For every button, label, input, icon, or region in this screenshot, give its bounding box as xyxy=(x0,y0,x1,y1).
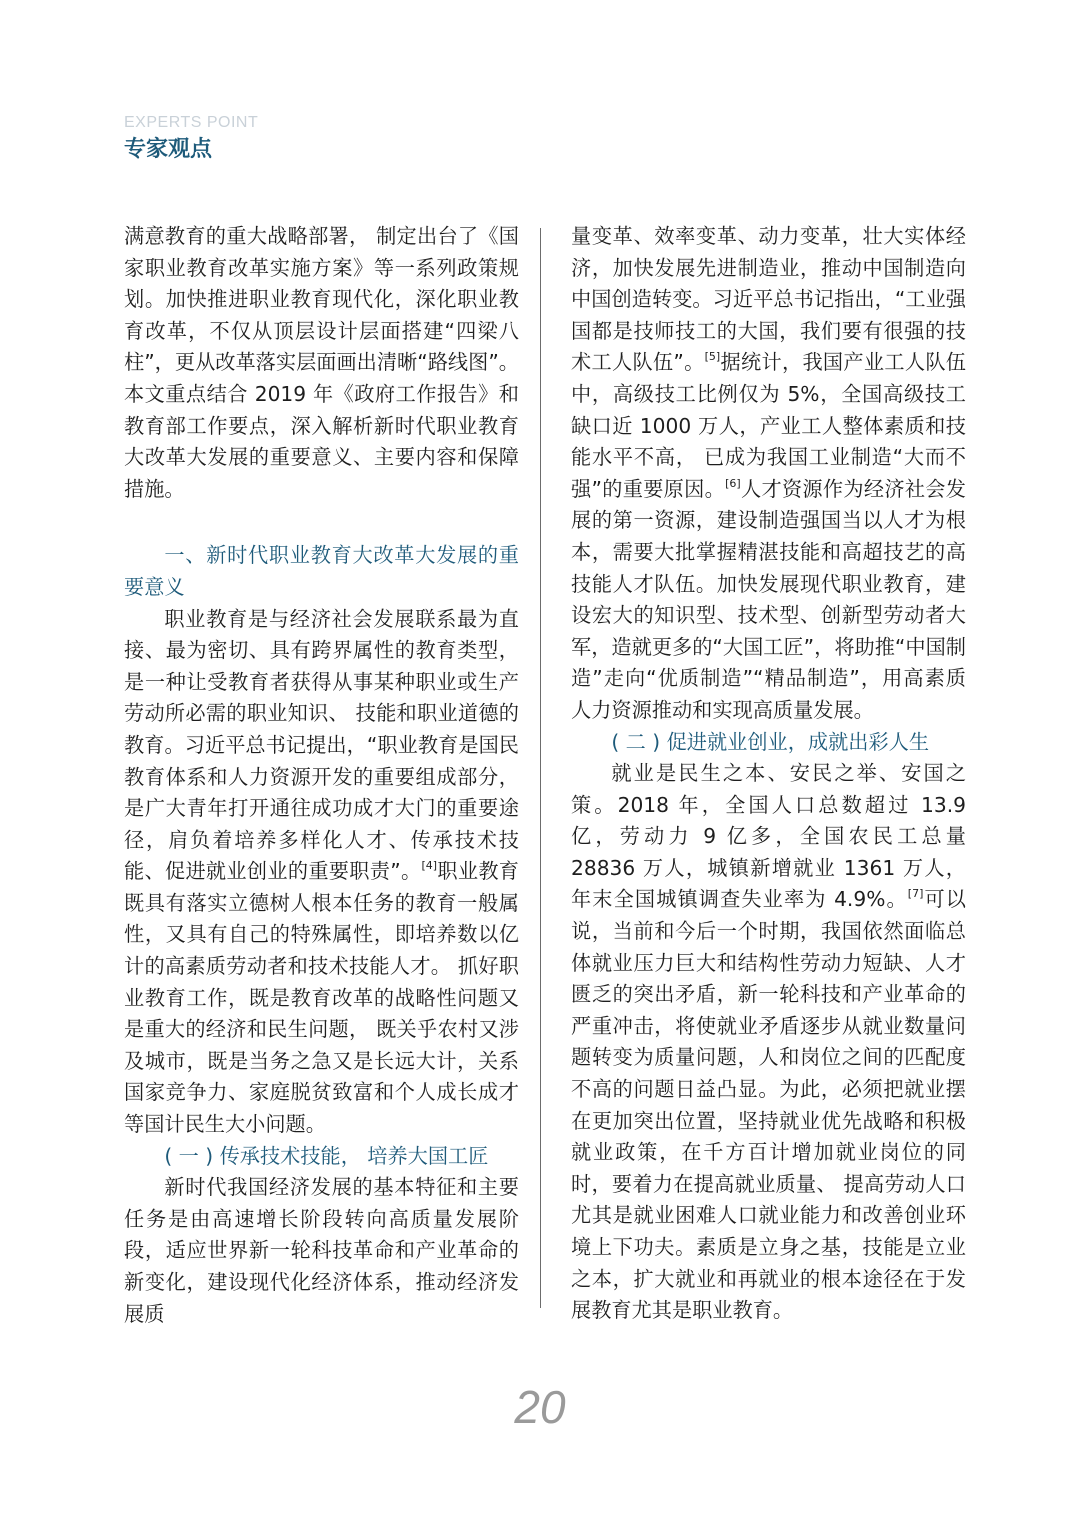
paragraph xyxy=(124,604,519,1141)
left-column xyxy=(124,221,519,1330)
paragraph-text: 据统计，我国产业工人队伍中，高级技工比例仅为 5%，全国高级技工缺口近 1000 万人，产业工人整体素质和技能水平不高， 已成为我国工业制造“大而不强”的重要原因。 xyxy=(571,350,966,501)
paragraph xyxy=(571,221,966,727)
subsection-heading: ( 一 ) 传承技术技能， 培养大国工匠 xyxy=(164,1143,489,1168)
paragraph: 满意教育的重大战略部署， 制定出台了《国家职业教育改革实施方案》等一系列政策规划。加快推进职业教育现代化，深化职业教育改革，不仅从顶层设计层面搭建“四梁八柱”，更从改革落实层面画出清晰“路线图”。本文重点结合 2019 年《政府工作报告》和教育部工作要点，深入解析新时代职业教育大改革大发展的重要意义、主要内容和保障措施。 xyxy=(124,224,519,501)
paragraph-text: 职业教育是与经济社会发展联系最为直接、最为密切、具有跨界属性的教育类型，是一种让受教育者获得从事某种职业或生产劳动所必需的职业知识、 技能和职业道德的教育。习近平总书记提出，“职业教育是国民教育体系和人力资源开发的重要组成部分，是广大青年打开通往成功成才大门的重要途径，肩负着培养多样化人才、传承技术技能、促进就业创业的重要职责”。 xyxy=(124,606,519,884)
reference-marker: [6] xyxy=(725,476,741,490)
subsection-heading: ( 二 ) 促进就业创业，成就出彩人生 xyxy=(611,729,930,754)
column-divider xyxy=(540,228,541,1308)
reference-marker: [5] xyxy=(704,350,721,364)
paragraph-text: 人才资源作为经济社会发展的第一资源，建设制造强国当以人才为根本，需要大批掌握精湛技能和高超技艺的高技能人才队伍。加快发展现代职业教育，建设宏大的知识型、技术型、创新型劳动者大军，造就更多的“大国工匠”，将助推“中国制造”走向“优质制造”“精品制造”，用高素质人力资源推动和实现高质量发展。 xyxy=(571,476,966,722)
paragraph: 新时代我国经济发展的基本特征和主要任务是由高速增长阶段转向高质量发展阶段，适应世界新一轮科技革命和产业革命的新变化，建设现代化经济体系，推动经济发展质 xyxy=(124,1175,519,1326)
paragraph-text: 就业是民生之本、安民之举、安国之策。2018 年，全国人口总数超过 13.9 亿，劳动力 9 亿多，全国农民工总量 28836 万人，城镇新增就业 1361 万人，年末全国城镇调查失业率为 4.9%。 xyxy=(571,761,966,912)
header-english-label: EXPERTS POINT xyxy=(124,114,259,131)
reference-marker: [7] xyxy=(907,887,924,901)
right-column xyxy=(571,221,966,1327)
reference-marker: [4] xyxy=(421,859,438,873)
section-heading: 一、新时代职业教育大改革大发展的重要意义 xyxy=(124,543,519,599)
paragraph-text: 量变革、效率变革、动力变革，壮大实体经济，加快发展先进制造业，推动中国制造向中国创造转变。习近平总书记指出，“工业强国都是技师技工的大国，我们要有很强的技术工人队伍”。 xyxy=(571,224,966,375)
paragraph xyxy=(571,758,966,1327)
header-section-title: 专家观点 xyxy=(124,137,213,162)
paragraph-text: 职业教育既具有落实立德树人根本任务的教育一般属性，又具有自己的特殊属性，即培养数以亿计的高素质劳动者和技术技能人才。 抓好职业教育工作，既是教育改革的战略性问题又是重大的经济和民生问题， 既关乎农村又涉及城市，既是当务之急又是长远大计，关系国家竞争力、家庭脱贫致富和个人成长成才等国计民生大小问题。 xyxy=(124,859,519,1137)
page-number: 20 xyxy=(514,1381,566,1433)
paragraph-text: 可以说，当前和今后一个时期，我国依然面临总体就业压力巨大和结构性劳动力短缺、人才匮乏的突出矛盾，新一轮科技和产业革命的严重冲击，将使就业矛盾逐步从就业数量问题转变为质量问题，人和岗位之间的匹配度不高的问题日益凸显。为此，必须把就业摆在更加突出位置，坚持就业优先战略和积极就业政策，在千方百计增加就业岗位的同时，要着力在提高就业质量、 提高劳动人口尤其是就业困难人口就业能力和改善创业环境上下功夫。素质是立身之基，技能是立业之本，扩大就业和再就业的根本途径在于发展教育尤其是职业教育。 xyxy=(571,887,966,1323)
